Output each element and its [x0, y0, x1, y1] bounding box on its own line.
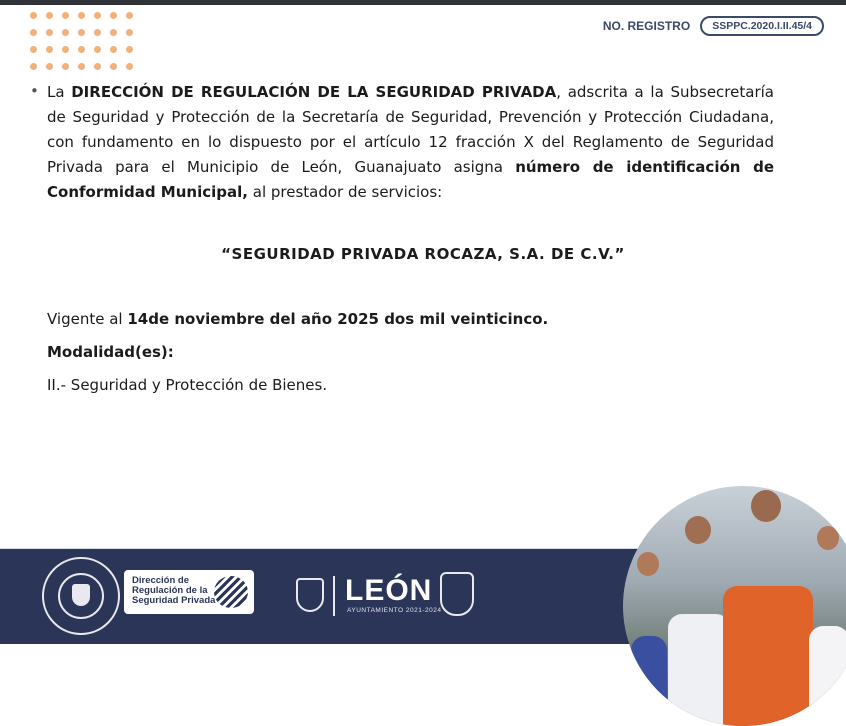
seal-shield-icon — [72, 584, 90, 606]
leon-logo-subtitle: AYUNTAMIENTO 2021-2024 — [347, 607, 442, 614]
top-border — [0, 0, 846, 5]
decorative-dot — [126, 12, 133, 19]
decorative-dot — [30, 12, 37, 19]
decorative-dot — [94, 63, 101, 70]
decorative-dot — [78, 29, 85, 36]
decorative-dot — [126, 63, 133, 70]
decorative-dot — [110, 63, 117, 70]
decorative-dot — [30, 46, 37, 53]
dir-line-1: Dirección de — [132, 575, 190, 586]
coat-of-arms-icon — [440, 572, 474, 616]
decorative-dot — [94, 46, 101, 53]
decorative-dot — [126, 46, 133, 53]
guard-figure — [631, 636, 667, 726]
municipal-seal-logo — [42, 557, 120, 635]
guard-head — [685, 516, 711, 544]
leon-shield-icon — [296, 578, 324, 612]
decorative-dot — [94, 29, 101, 36]
registration-label: NO. REGISTRO — [602, 19, 691, 33]
decorative-dot — [126, 29, 133, 36]
company-name: “SEGURIDAD PRIVADA ROCAZA, S.A. DE C.V.” — [221, 245, 625, 263]
direccion-logo-text — [132, 576, 215, 606]
decorative-dot — [46, 46, 53, 53]
para-identificacion: número de identificación de Conformidad Municipal, — [47, 158, 775, 201]
dir-line-3: Seguridad Privada — [132, 595, 216, 606]
guard-figure — [809, 626, 846, 726]
decorative-dot — [30, 29, 37, 36]
leon-divider — [333, 576, 335, 616]
decorative-dots — [30, 12, 140, 76]
decorative-dot — [110, 46, 117, 53]
para-text-body: , adscrita a la Subsecretaría de Seguridad y Protección de la Secretaría de Seguridad, Prevención y Protección Ciudadana, con fundamento en lo dispuesto por el artículo 12 fracción X del Reglamento de Seguridad Privada para el Municipio de León, Guanajuato asigna — [47, 83, 774, 176]
decorative-dot — [94, 12, 101, 19]
vigente-date: 14de noviembre del año 2025 dos mil veinticinco. — [127, 310, 549, 328]
leon-logo-text: LEÓN — [345, 574, 433, 607]
decorative-dot — [46, 29, 53, 36]
guard-head — [817, 526, 839, 550]
para-text-la: La — [47, 83, 72, 101]
decorative-dot — [78, 46, 85, 53]
bullet-icon: • — [30, 82, 39, 100]
decorative-dot — [110, 29, 117, 36]
guard-head — [637, 552, 659, 576]
decorative-dot — [110, 12, 117, 19]
decorative-dot — [78, 12, 85, 19]
dir-line-2: Regulación de la — [132, 585, 208, 596]
security-guards-photo — [623, 486, 846, 726]
decorative-dot — [62, 12, 69, 19]
modalidad-label: Modalidad(es): — [47, 343, 174, 361]
guard-head — [751, 490, 781, 522]
guard-figure — [723, 586, 813, 726]
decorative-dot — [62, 29, 69, 36]
decorative-dot — [30, 63, 37, 70]
decorative-dot — [62, 63, 69, 70]
registration-number: SSPPC.2020.I.II.45/4 — [700, 16, 824, 36]
para-direccion: DIRECCIÓN DE REGULACIÓN DE LA SEGURIDAD PRIVADA — [71, 83, 557, 101]
main-paragraph — [47, 80, 774, 205]
modalidad-item: II.- Seguridad y Protección de Bienes. — [47, 376, 328, 394]
decorative-dot — [46, 12, 53, 19]
decorative-dot — [46, 63, 53, 70]
decorative-dot — [78, 63, 85, 70]
para-text-end: al prestador de servicios: — [247, 183, 443, 201]
decorative-dot — [62, 46, 69, 53]
guard-figure — [668, 614, 730, 726]
direccion-logo — [124, 570, 254, 614]
registration-header — [603, 16, 824, 36]
vigente-line — [47, 310, 548, 328]
vigente-prefix: Vigente al — [47, 310, 128, 328]
lion-stripes-icon — [214, 576, 248, 608]
